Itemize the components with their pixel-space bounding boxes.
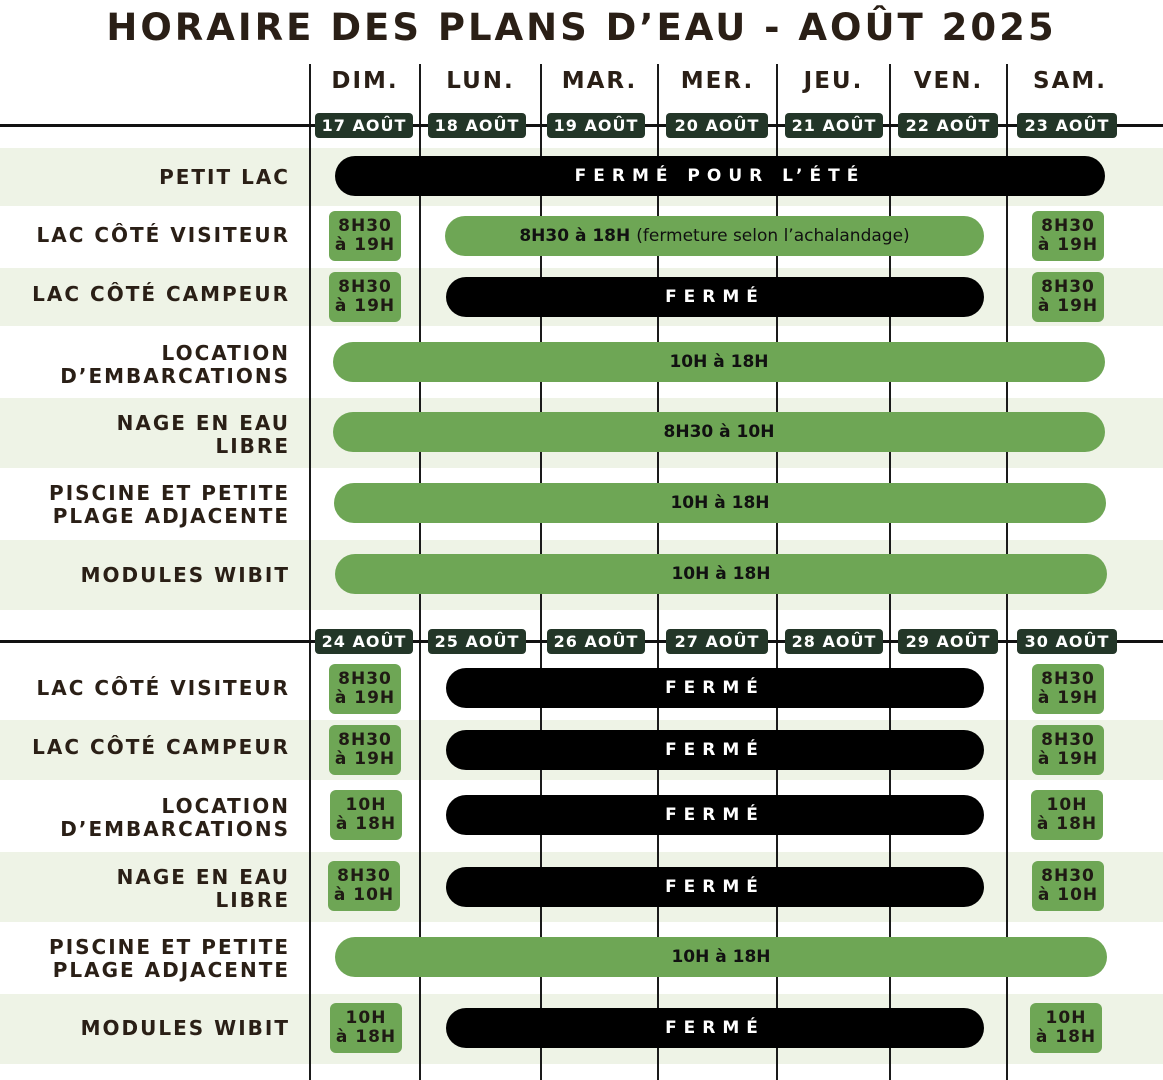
row-label-text: LAC CÔTÉ VISITEUR bbox=[36, 676, 290, 700]
date-badge: 18 AOÛT bbox=[428, 113, 526, 138]
date-badge: 20 AOÛT bbox=[666, 113, 768, 138]
row-label-text: LAC CÔTÉ VISITEUR bbox=[36, 223, 290, 247]
row-label bbox=[32, 283, 290, 306]
bar-text: FERMÉ bbox=[665, 740, 765, 760]
row-label-text: PLAGE ADJACENTE bbox=[52, 504, 290, 528]
hours-chip-sunday bbox=[329, 272, 401, 322]
date-badge: 19 AOÛT bbox=[547, 113, 645, 138]
chip-line: 8H30 bbox=[1041, 866, 1095, 886]
bar-text: 10H à 18H bbox=[669, 352, 769, 372]
closed-bar bbox=[446, 1008, 984, 1048]
row-label bbox=[81, 1017, 290, 1040]
chip-line: à 19H bbox=[334, 296, 396, 316]
date-badge: 28 AOÛT bbox=[785, 629, 883, 654]
page-title: HORAIRE DES PLANS D’EAU - AOÛT 2025 bbox=[106, 6, 1057, 49]
hours-bar bbox=[445, 216, 984, 256]
bar-text: 8H30 à 18H bbox=[519, 226, 631, 246]
day-thursday: JEU. bbox=[803, 68, 864, 94]
bar-text: 10H à 18H bbox=[671, 947, 771, 967]
bar-text: FERMÉ bbox=[665, 287, 765, 307]
closed-bar bbox=[446, 668, 984, 708]
closed-summer-bar bbox=[335, 156, 1105, 196]
hours-chip-sunday bbox=[329, 725, 401, 775]
date-badge: 27 AOÛT bbox=[666, 629, 768, 654]
row-label-text: NAGE EN EAU bbox=[116, 411, 290, 435]
chip-line: à 19H bbox=[1037, 235, 1099, 255]
date-badge: 24 AOÛT bbox=[315, 629, 413, 654]
chip-line: 10H bbox=[1046, 795, 1088, 815]
chip-line: 10H bbox=[345, 795, 387, 815]
hours-chip-saturday bbox=[1032, 725, 1104, 775]
row-label-text: LAC CÔTÉ CAMPEUR bbox=[32, 735, 290, 759]
hours-bar bbox=[333, 412, 1105, 452]
row-label-text: PETIT LAC bbox=[159, 165, 290, 189]
hours-chip-saturday bbox=[1032, 861, 1104, 911]
chip-line: 8H30 bbox=[1041, 669, 1095, 689]
chip-line: à 18H bbox=[335, 814, 397, 834]
bar-text: FERMÉ bbox=[665, 1018, 765, 1038]
row-label-text: LIBRE bbox=[215, 434, 290, 458]
day-monday: LUN. bbox=[446, 68, 515, 94]
chip-line: 8H30 bbox=[338, 216, 392, 236]
closed-bar bbox=[446, 795, 984, 835]
row-label-text: MODULES WIBIT bbox=[80, 563, 290, 587]
chip-line: à 19H bbox=[1037, 688, 1099, 708]
day-friday: VEN. bbox=[913, 68, 984, 94]
row-label bbox=[32, 736, 290, 759]
bar-text: 8H30 à 10H bbox=[663, 422, 775, 442]
day-tuesday: MAR. bbox=[561, 68, 638, 94]
row-label-text: LAC CÔTÉ CAMPEUR bbox=[32, 282, 290, 306]
day-wednesday: MER. bbox=[680, 68, 755, 94]
hours-chip-saturday bbox=[1030, 1003, 1102, 1053]
chip-line: 10H bbox=[1045, 1008, 1087, 1028]
closed-bar bbox=[446, 277, 984, 317]
hours-bar bbox=[335, 554, 1107, 594]
date-badge: 26 AOÛT bbox=[547, 629, 645, 654]
row-label bbox=[36, 224, 290, 247]
date-badge: 22 AOÛT bbox=[898, 113, 998, 138]
chip-line: à 18H bbox=[1036, 814, 1098, 834]
closed-bar bbox=[446, 867, 984, 907]
bar-text: 10H à 18H bbox=[671, 564, 771, 584]
chip-line: à 19H bbox=[334, 235, 396, 255]
row-label bbox=[60, 342, 290, 388]
hours-chip-sunday bbox=[330, 1003, 402, 1053]
date-badge: 21 AOÛT bbox=[785, 113, 883, 138]
row-label bbox=[81, 564, 290, 587]
hours-bar bbox=[334, 483, 1106, 523]
day-sunday: DIM. bbox=[331, 68, 399, 94]
chip-line: 8H30 bbox=[338, 277, 392, 297]
hours-chip-saturday bbox=[1032, 211, 1104, 261]
row-label-text: LOCATION bbox=[161, 341, 290, 365]
chip-line: 8H30 bbox=[1041, 216, 1095, 236]
bar-note: (fermeture selon l’achalandage) bbox=[636, 226, 910, 246]
hours-chip-saturday bbox=[1031, 790, 1103, 840]
chip-line: à 19H bbox=[334, 749, 396, 769]
date-badge: 25 AOÛT bbox=[428, 629, 526, 654]
bar-text: FERMÉ POUR L’ÉTÉ bbox=[574, 166, 866, 186]
row-label-text: MODULES WIBIT bbox=[80, 1016, 290, 1040]
chip-line: à 10H bbox=[333, 885, 395, 905]
chip-line: à 19H bbox=[1037, 296, 1099, 316]
bar-text: FERMÉ bbox=[665, 877, 765, 897]
date-badge: 30 AOÛT bbox=[1017, 629, 1117, 654]
hours-chip-sunday bbox=[330, 790, 402, 840]
bar-text: FERMÉ bbox=[665, 678, 765, 698]
hours-chip-saturday bbox=[1032, 664, 1104, 714]
chip-line: à 18H bbox=[335, 1027, 397, 1047]
row-label-text: D’EMBARCATIONS bbox=[60, 817, 290, 841]
hours-bar bbox=[333, 342, 1105, 382]
row-label-text: LIBRE bbox=[215, 888, 290, 912]
day-saturday: SAM. bbox=[1033, 68, 1107, 94]
hours-chip-saturday bbox=[1032, 272, 1104, 322]
chip-line: 8H30 bbox=[337, 866, 391, 886]
row-label bbox=[36, 677, 290, 700]
row-label-text: PISCINE ET PETITE bbox=[49, 481, 290, 505]
bar-text: 10H à 18H bbox=[670, 493, 770, 513]
row-label-text: PLAGE ADJACENTE bbox=[52, 958, 290, 982]
row-label bbox=[117, 866, 290, 912]
chip-line: à 18H bbox=[1035, 1027, 1097, 1047]
column-divider bbox=[309, 64, 311, 1080]
hours-chip-sunday bbox=[328, 861, 400, 911]
chip-line: 10H bbox=[345, 1008, 387, 1028]
chip-line: 8H30 bbox=[1041, 277, 1095, 297]
chip-line: 8H30 bbox=[338, 730, 392, 750]
chip-line: à 19H bbox=[1037, 749, 1099, 769]
date-badge: 29 AOÛT bbox=[898, 629, 998, 654]
row-label bbox=[117, 412, 290, 458]
row-label-text: NAGE EN EAU bbox=[116, 865, 290, 889]
chip-line: 8H30 bbox=[1041, 730, 1095, 750]
row-label-text: PISCINE ET PETITE bbox=[49, 935, 290, 959]
date-badge: 23 AOÛT bbox=[1017, 113, 1117, 138]
row-label bbox=[60, 795, 290, 841]
closed-bar bbox=[446, 730, 984, 770]
row-label-text: LOCATION bbox=[161, 794, 290, 818]
bar-text: FERMÉ bbox=[665, 805, 765, 825]
chip-line: 8H30 bbox=[338, 669, 392, 689]
hours-bar bbox=[335, 937, 1107, 977]
hours-chip-sunday bbox=[329, 211, 401, 261]
row-label bbox=[49, 482, 290, 528]
chip-line: à 19H bbox=[334, 688, 396, 708]
row-label bbox=[159, 166, 290, 189]
row-label bbox=[49, 936, 290, 982]
chip-line: à 10H bbox=[1037, 885, 1099, 905]
date-badge: 17 AOÛT bbox=[315, 113, 413, 138]
row-label-text: D’EMBARCATIONS bbox=[60, 364, 290, 388]
hours-chip-sunday bbox=[329, 664, 401, 714]
